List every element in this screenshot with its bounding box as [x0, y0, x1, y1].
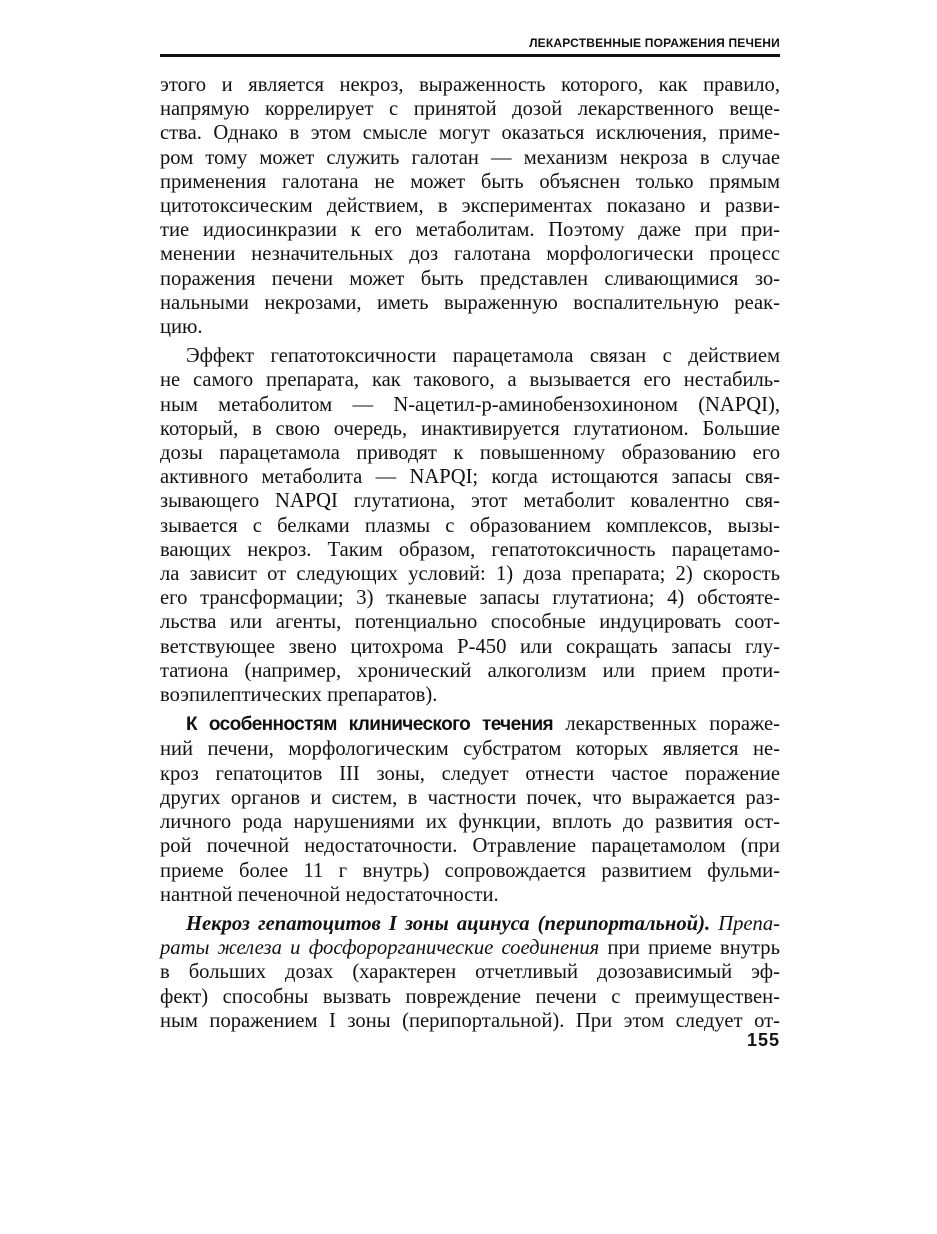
body-text — [160, 73, 780, 1038]
header-rule — [160, 54, 780, 57]
text-line: зывается с белками плазмы с образованием комплексов, вызы- — [160, 514, 780, 537]
text-run: Препа- — [710, 912, 780, 935]
text-line: тие идиосинкразии к его метаболитам. Поэтому даже при при- — [160, 219, 780, 242]
text-line: цию. — [160, 316, 203, 339]
zone-one-necrosis-heading: Некроз гепатоцитов I зоны ацинуса (перипортальной). — [186, 912, 711, 935]
text-line: зывающего NAPQI глутатиона, этот метаболит ковалентно свя- — [160, 490, 780, 513]
text-line: этого и является некроз, выраженность которого, как правило, — [160, 74, 780, 96]
text-line — [160, 912, 780, 936]
text-line: ний печени, морфологическим субстратом которых является не- — [160, 738, 780, 761]
text-line: напрямую коррелирует с принятой дозой лекарственного веще- — [160, 98, 780, 121]
text-line: менении незначительных доз галотана морфологически процесс — [160, 243, 780, 266]
text-line: личного рода нарушениями их функции, вплоть до развития ост- — [160, 811, 780, 834]
running-head: ЛЕКАРСТВЕННЫЕ ПОРАЖЕНИЯ ПЕЧЕНИ — [529, 36, 780, 50]
text-line: Эффект гепатотоксичности парацетамола связан с действием — [186, 345, 780, 368]
text-line: кроз гепатоцитов III зоны, следует отнести частое поражение — [160, 762, 780, 785]
text-line: ства. Однако в этом смысле могут оказаться исключения, приме- — [160, 122, 780, 145]
text-line: который, в свою очередь, инактивируется глутатионом. Большие — [160, 417, 780, 440]
text-run: при приеме внутрь — [599, 937, 780, 960]
paragraph-4 — [160, 912, 780, 1033]
text-line: ным метаболитом — N-ацетил-р-аминобензохиноном (NAPQI), — [160, 393, 780, 416]
text-line: ным поражением I зоны (перипортальной). При этом следует от- — [160, 1009, 780, 1032]
text-line — [160, 712, 780, 737]
text-line: нальными некрозами, иметь выраженную воспалительную реак- — [160, 291, 780, 314]
paragraph-2 — [160, 344, 780, 707]
text-line: татиона (например, хронический алкоголизм или прием проти- — [160, 659, 780, 682]
text-line: активного метаболита — NAPQI; когда истощаются запасы свя- — [160, 466, 780, 489]
text-line: не самого препарата, как такового, а вызывается его нестабиль- — [160, 369, 780, 392]
text-line: поражения печени может быть представлен сливающимися зо- — [160, 267, 780, 290]
text-line: дозы парацетамола приводят к повышенному образованию его — [160, 442, 780, 465]
text-line: применения галотана не может быть объяснен только прямым — [160, 170, 780, 193]
text-line: нантной печеночной недостаточности. — [160, 883, 499, 906]
clinical-course-heading: К особенностям клинического течения — [186, 714, 554, 736]
paragraph-3 — [160, 712, 780, 907]
text-line: ла зависит от следующих условий: 1) доза препарата; 2) скорость — [160, 563, 780, 586]
text-line: в больших дозах (характерен отчетливый дозозависимый эф- — [160, 961, 780, 984]
text-run: лекарственных пораже- — [553, 713, 780, 736]
page-number: 155 — [746, 1030, 780, 1050]
paragraph-1 — [160, 73, 780, 339]
text-line: его трансформации; 3) тканевые запасы глутатиона; 4) обстояте- — [160, 587, 780, 610]
text-line — [160, 936, 780, 960]
text-line: ром тому может служить галотан — механизм некроза в случае — [160, 146, 780, 169]
text-line: приеме более 11 г внутрь) сопровождается развитием фульми- — [160, 859, 780, 882]
text-line: цитотоксическим действием, в экспериментах показано и разви- — [160, 195, 780, 218]
text-run: раты железа и фосфорорганические соединения — [160, 937, 600, 960]
text-line: фект) способны вызвать повреждение печени с преимуществен- — [160, 985, 780, 1008]
text-line: льства или агенты, потенциально способные индуцировать соот- — [160, 611, 780, 634]
text-line: вающих некроз. Таким образом, гепатотоксичность парацетамо- — [160, 538, 780, 561]
text-line: ветствующее звено цитохрома Р-450 или сокращать запасы глу- — [160, 635, 780, 658]
text-line: воэпилептических препаратов). — [160, 684, 438, 707]
text-line: других органов и систем, в частности почек, что выражается раз- — [160, 786, 780, 809]
text-line: рой почечной недостаточности. Отравление парацетамолом (при — [160, 835, 780, 858]
